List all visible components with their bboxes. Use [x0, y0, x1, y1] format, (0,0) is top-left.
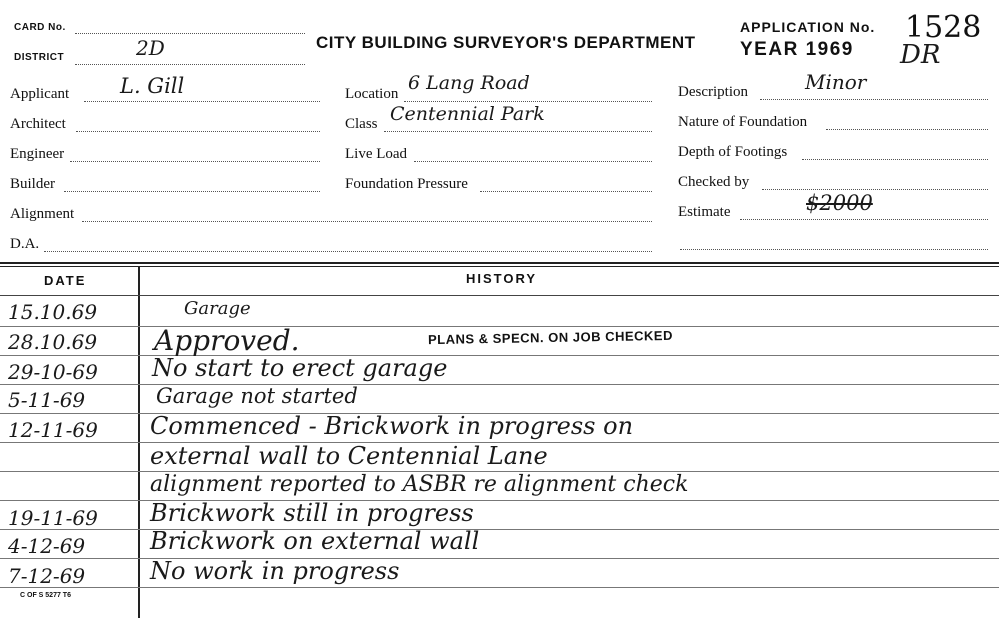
class-value: Centennial Park — [390, 103, 545, 125]
alignment-label: Alignment — [10, 206, 75, 222]
entry-text: alignment reported to ASBR re alignment check — [150, 472, 689, 497]
estimate-value: $2000 — [806, 191, 873, 215]
applicant-line — [84, 101, 320, 102]
card-no-label: CARD No. — [14, 22, 66, 33]
entry-text: Brickwork still in progress — [150, 499, 474, 527]
plans-checked-stamp: PLANS & SPECN. ON JOB CHECKED — [427, 327, 674, 348]
checked-by-line — [762, 189, 988, 190]
history-column-header: HISTORY — [466, 271, 538, 286]
alignment-line — [82, 221, 652, 222]
engineer-label: Engineer — [10, 146, 65, 162]
year-label: YEAR 1969 — [740, 39, 854, 60]
da-label: D.A. — [10, 236, 40, 252]
location-label: Location — [345, 86, 399, 102]
engineer-line — [70, 161, 320, 162]
nature-of-foundation-label: Nature of Foundation — [678, 114, 808, 130]
application-number: 1528 — [905, 10, 982, 45]
live-load-label: Live Load — [345, 146, 408, 162]
depth-of-footings-line — [802, 159, 988, 160]
depth-of-footings-label: Depth of Footings — [678, 144, 788, 160]
district-label: DISTRICT — [14, 52, 65, 63]
row-rule — [0, 326, 999, 327]
district-value: 2D — [136, 36, 165, 60]
entry-date: 12-11-69 — [8, 418, 98, 442]
applicant-label: Applicant — [10, 86, 70, 102]
blank-right-line — [680, 249, 988, 250]
history-top-border — [0, 262, 999, 264]
entry-date: 4-12-69 — [8, 534, 86, 558]
district-line — [75, 64, 305, 65]
entry-text: Garage — [184, 298, 251, 319]
estimate-label: Estimate — [678, 204, 731, 220]
foundation-pressure-label: Foundation Pressure — [345, 176, 468, 192]
entry-date: 15.10.69 — [8, 300, 98, 324]
form-code: C OF S 5277 T6 — [20, 592, 71, 599]
row-rule — [0, 587, 999, 588]
estimate-line — [740, 219, 988, 220]
entry-text: external wall to Centennial Lane — [150, 442, 548, 470]
class-label: Class — [345, 116, 378, 132]
checked-by-label: Checked by — [678, 174, 750, 190]
entry-text: No work in progress — [150, 557, 400, 585]
entry-date: 28.10.69 — [8, 330, 98, 354]
da-line — [44, 251, 652, 252]
date-column-header: DATE — [44, 273, 87, 288]
location-line — [404, 101, 652, 102]
history-top-border-inner — [0, 266, 999, 267]
architect-label: Architect — [10, 116, 66, 132]
entry-text: Commenced - Brickwork in progress on — [150, 412, 634, 440]
entry-text: Brickwork on external wall — [150, 527, 480, 555]
nature-of-foundation-line — [826, 129, 988, 130]
applicant-value: L. Gill — [120, 74, 185, 98]
architect-line — [76, 131, 320, 132]
entry-text: Approved. — [154, 324, 300, 357]
builder-line — [64, 191, 320, 192]
live-load-line — [414, 161, 652, 162]
description-label: Description — [678, 84, 748, 100]
builder-label: Builder — [10, 176, 55, 192]
class-line — [384, 131, 652, 132]
row-rule — [0, 355, 999, 356]
initials: DR — [900, 40, 941, 70]
history-header-divider — [0, 295, 999, 296]
card-no-line — [75, 33, 305, 34]
department-title: CITY BUILDING SURVEYOR'S DEPARTMENT — [316, 33, 696, 52]
entry-text: No start to erect garage — [152, 354, 448, 382]
application-label: APPLICATION No. — [740, 19, 876, 35]
entry-date: 19-11-69 — [8, 506, 98, 530]
description-line — [760, 99, 988, 100]
row-rule — [0, 384, 999, 385]
description-value: Minor — [805, 70, 867, 94]
entry-text: Garage not started — [156, 384, 358, 408]
foundation-pressure-line — [480, 191, 652, 192]
entry-date: 5-11-69 — [8, 388, 86, 412]
location-value: 6 Lang Road — [408, 72, 530, 94]
entry-date: 29-10-69 — [8, 360, 98, 384]
entry-date: 7-12-69 — [8, 564, 86, 588]
